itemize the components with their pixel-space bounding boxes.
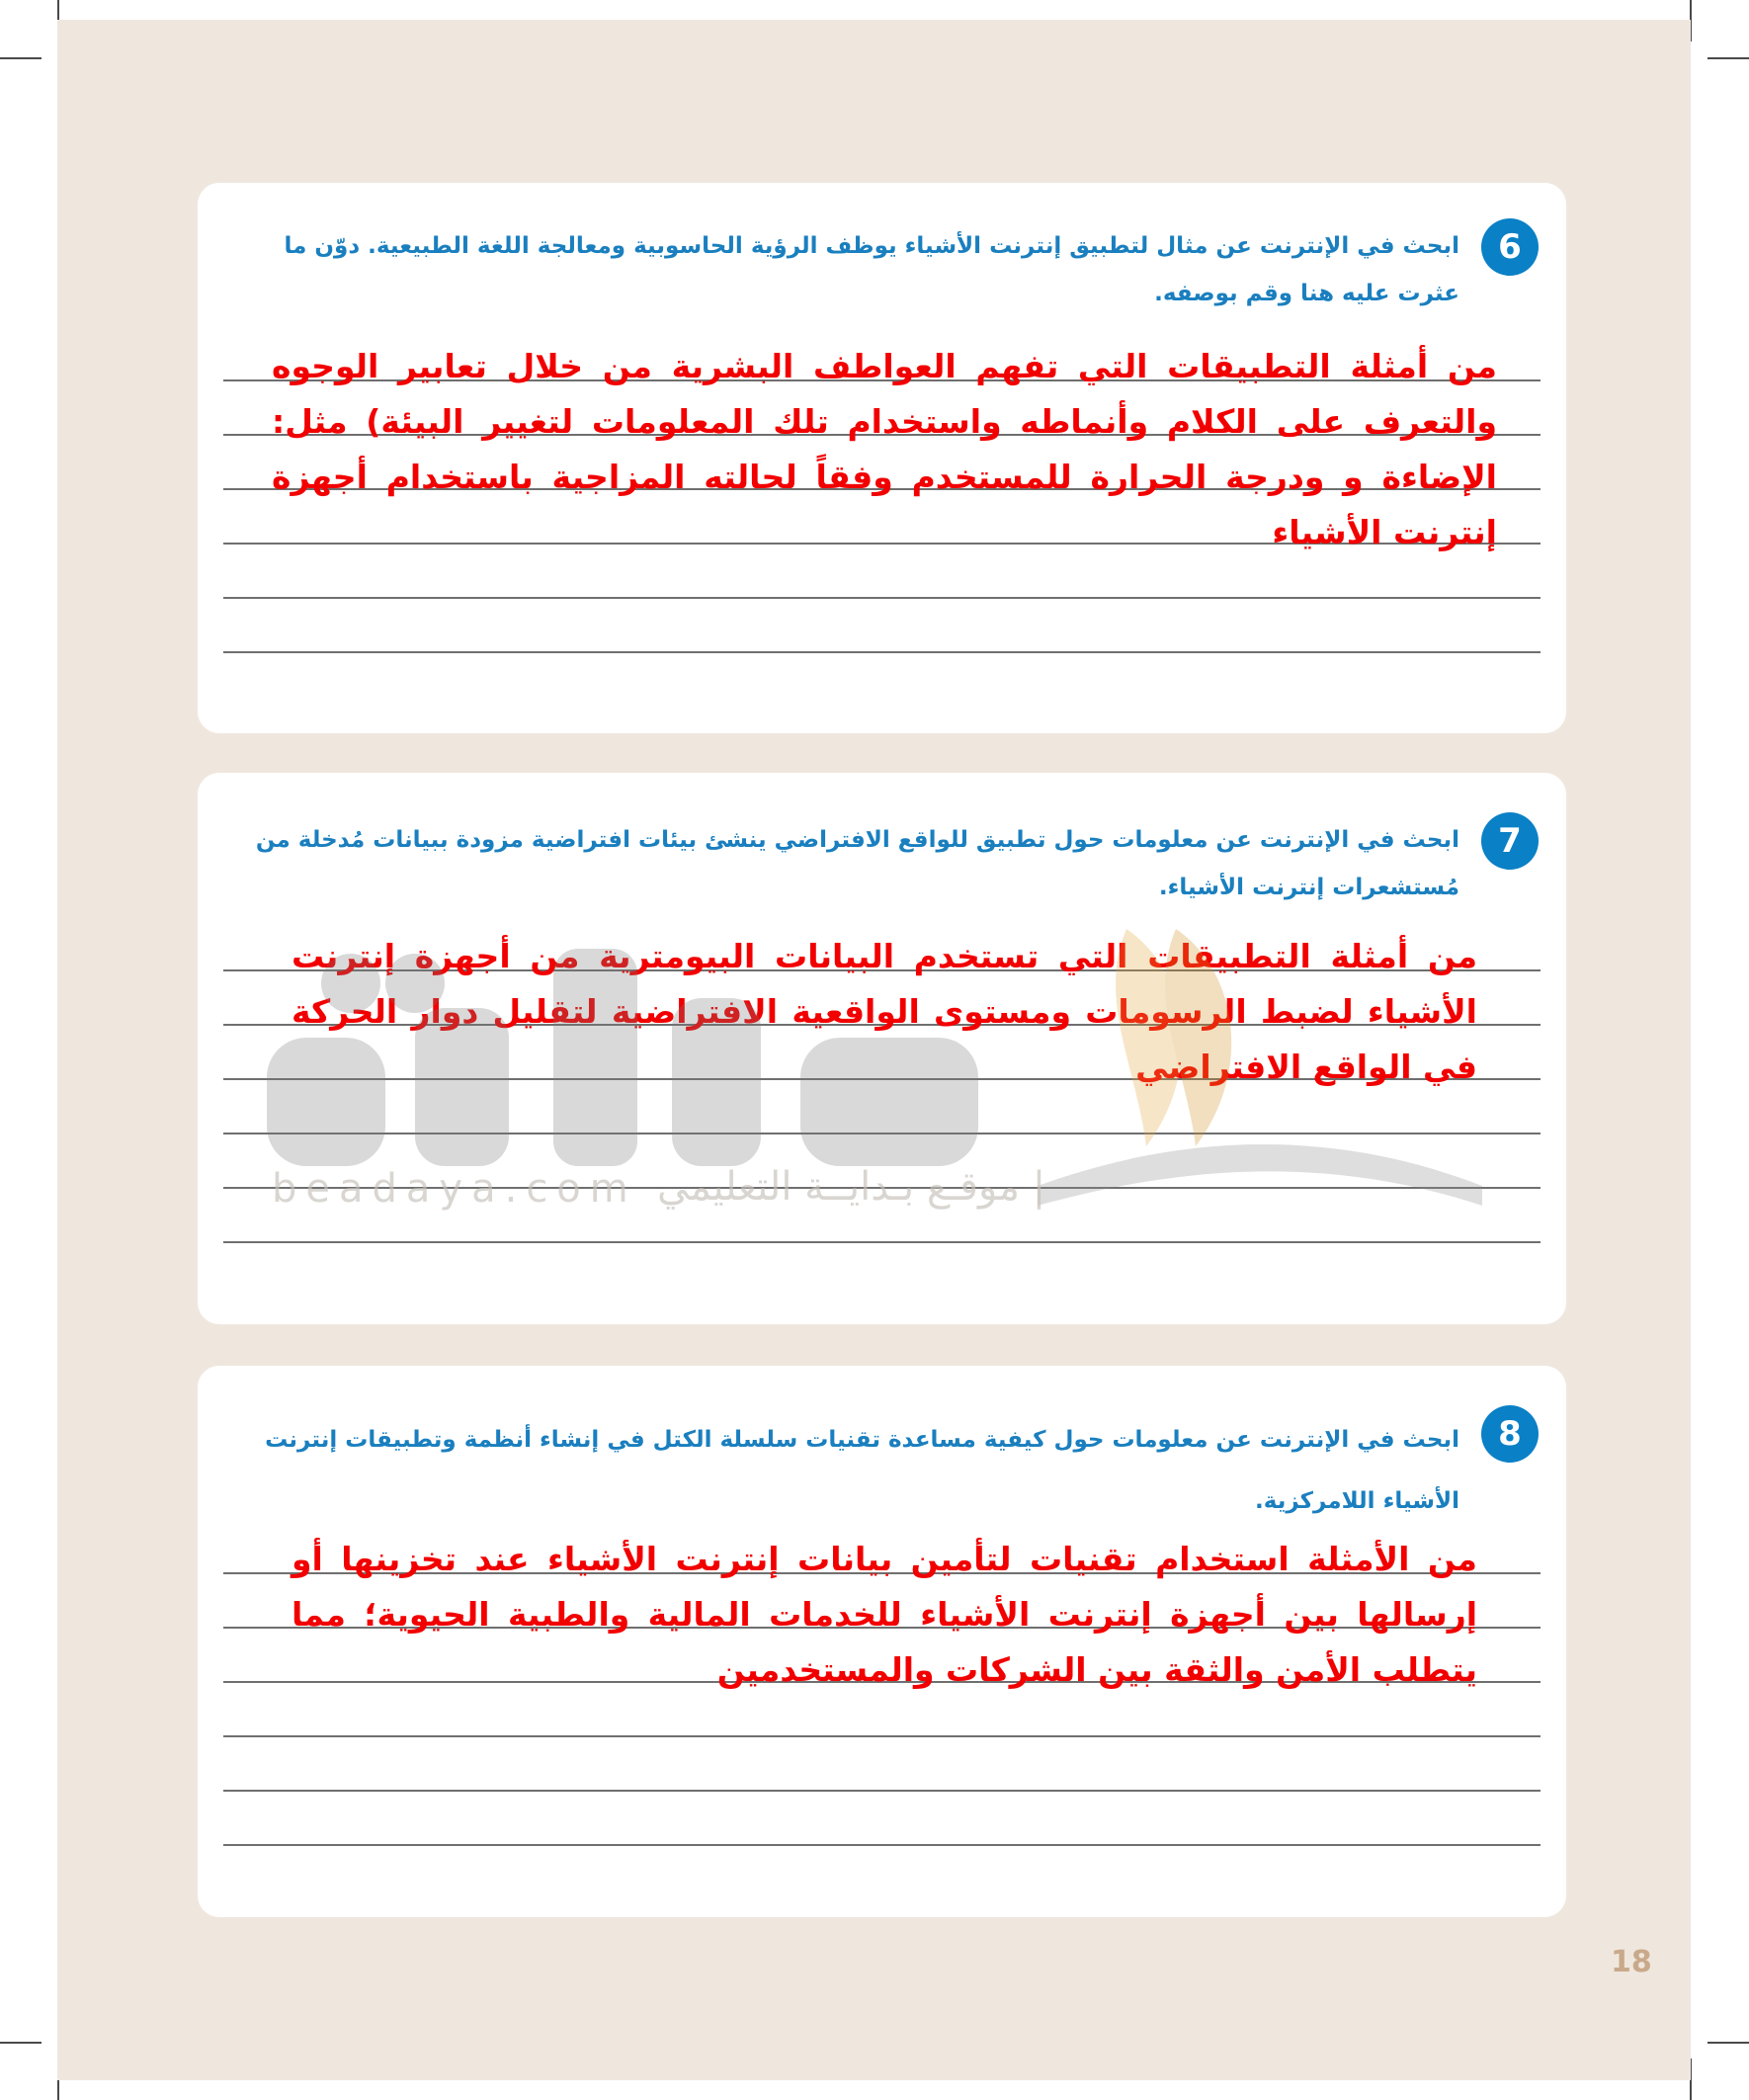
answer-line xyxy=(223,1133,1541,1134)
watermark-url: beadaya.com xyxy=(272,1166,637,1212)
answer-line xyxy=(223,597,1541,599)
answer-line xyxy=(223,1844,1541,1846)
question-card-6 xyxy=(198,183,1566,733)
question-number-badge: 6 xyxy=(1481,218,1539,276)
question-prompt: ابحث في الإنترنت عن مثال لتطبيق إنترنت الأشياء يوظف الرؤية الحاسوبية ومعالجة اللغة الطبيعية. دوّن ما عثرت عليه هنا وقم بوصفه. xyxy=(284,233,1459,306)
question-number-badge: 7 xyxy=(1481,812,1539,870)
watermark-site-name xyxy=(657,1164,1045,1210)
question-prompt: ابحث في الإنترنت عن معلومات حول كيفية مساعدة تقنيات سلسلة الكتل في إنشاء أنظمة وتطبيقات إنترنت الأشياء اللامركزية. xyxy=(265,1427,1459,1514)
answer-line xyxy=(223,651,1541,653)
question-card-8 xyxy=(198,1366,1566,1917)
handwritten-answer: من الأمثلة استخدام تقنيات لتأمين بيانات إنترنت الأشياء عند تخزينها أو إرسالها بين أجهزة إنترنت الأشياء للخدمات المالية والطبية الحيوية؛ مما يتطلب الأمن والثقة بين الشركات والمستخدمين xyxy=(292,1540,1477,1689)
handwritten-answer: من أمثلة التطبيقات التي تفهم العواطف البشرية من خلال تعابير الوجوه والتعرف على الكلام وأنماطه واستخدام تلك المعلومات لتغيير البيئة) مثل: الإضاءة و ودرجة الحرارة للمستخدم وفقاً لحالته المزاجية باستخدام أجهزة إنترنت الأشياء xyxy=(272,347,1497,551)
watermark-name: موقـع بـدايــة التعليمي xyxy=(657,1164,1021,1210)
page-number: 18 xyxy=(1611,1945,1652,1979)
question-number-badge: 8 xyxy=(1481,1405,1539,1463)
crop-mark xyxy=(1707,2042,1749,2044)
crop-mark xyxy=(1707,57,1749,59)
question-prompt: ابحث في الإنترنت عن معلومات حول تطبيق للواقع الافتراضي ينشئ بيئات افتراضية مزودة ببيانات مُدخلة من مُستشعرات إنترنت الأشياء. xyxy=(255,827,1459,900)
handwritten-answer: من أمثلة التطبيقات التي تستخدم البيانات البيومترية من أجهزة إنترنت الأشياء لضبط الرسومات ومستوى الواقعية الافتراضية لتقليل دوار الحركة في الواقع الافتراضي xyxy=(292,937,1477,1086)
answer-line xyxy=(223,1790,1541,1792)
answer-line xyxy=(223,1241,1541,1243)
crop-mark xyxy=(0,2042,42,2044)
crop-mark xyxy=(0,57,42,59)
answer-line xyxy=(223,1735,1541,1737)
question-card-7 xyxy=(198,773,1566,1324)
watermark-separator: | xyxy=(1032,1164,1046,1210)
